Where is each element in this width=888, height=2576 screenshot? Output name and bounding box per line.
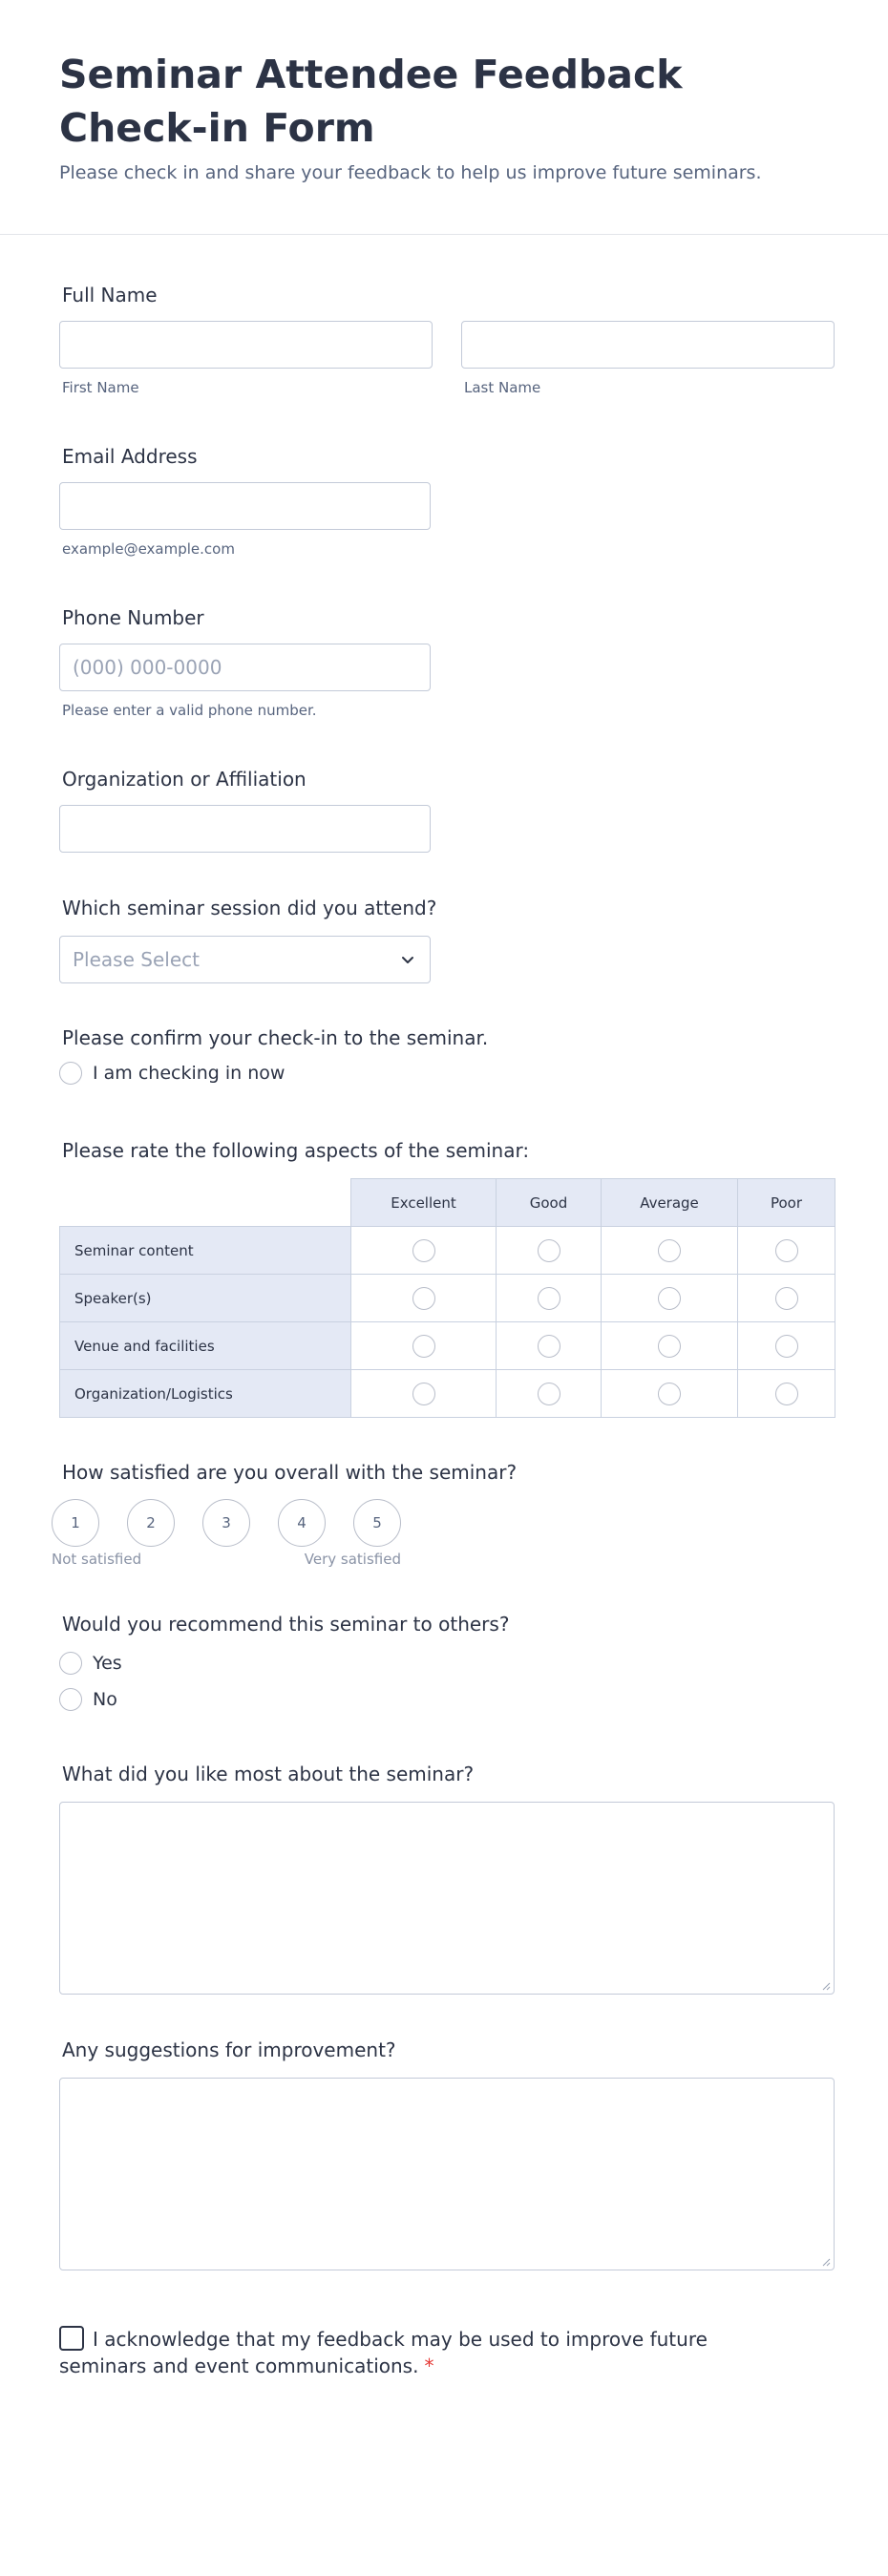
phone-label: Phone Number <box>62 606 204 629</box>
matrix-cell[interactable] <box>497 1275 602 1322</box>
matrix-radio[interactable] <box>538 1335 560 1358</box>
session-label: Which seminar session did you attend? <box>62 897 437 919</box>
table-row <box>60 1275 835 1322</box>
table-row <box>60 1227 835 1275</box>
checkin-field <box>59 1024 835 1091</box>
recommend-no-label: No <box>93 1689 117 1710</box>
phone-input[interactable]: (000) 000-0000 <box>59 644 431 691</box>
last-name-hint: Last Name <box>464 379 541 396</box>
form-subtitle: Please check in and share your feedback to help us improve future seminars. <box>59 162 762 183</box>
matrix-cell[interactable] <box>602 1370 738 1418</box>
matrix-cell[interactable] <box>738 1370 835 1418</box>
suggestions-field <box>59 2037 835 2270</box>
matrix-radio[interactable] <box>775 1287 798 1310</box>
liked-label: What did you like most about the seminar? <box>62 1763 475 1785</box>
recommend-no-radio[interactable] <box>59 1688 82 1711</box>
checkin-radio[interactable] <box>59 1062 82 1085</box>
satisfaction-field <box>52 1459 835 1568</box>
rating-matrix <box>59 1178 835 1418</box>
matrix-cell[interactable] <box>738 1322 835 1370</box>
matrix-cell[interactable] <box>497 1227 602 1275</box>
matrix-cell[interactable] <box>497 1322 602 1370</box>
acknowledge-text: I acknowledge that my feedback may be used to improve future seminars and event communications. <box>59 2328 708 2377</box>
matrix-radio[interactable] <box>775 1239 798 1262</box>
matrix-radio[interactable] <box>658 1287 681 1310</box>
email-field <box>59 443 835 560</box>
matrix-radio[interactable] <box>412 1287 435 1310</box>
organization-label: Organization or Affiliation <box>62 768 307 791</box>
chevron-down-icon <box>399 951 416 968</box>
satisfaction-scale-labels <box>52 1551 401 1568</box>
required-mark: * <box>424 2354 434 2377</box>
matrix-radio[interactable] <box>412 1239 435 1262</box>
checkin-option-label: I am checking in now <box>93 1063 285 1084</box>
full-name-field <box>59 282 835 398</box>
scale-button-2[interactable]: 2 <box>127 1499 175 1547</box>
matrix-corner <box>60 1179 351 1227</box>
scale-button-1[interactable]: 1 <box>52 1499 99 1547</box>
table-row <box>60 1322 835 1370</box>
matrix-radio[interactable] <box>658 1335 681 1358</box>
table-row <box>60 1370 835 1418</box>
phone-hint: Please enter a valid phone number. <box>62 702 317 719</box>
matrix-cell[interactable] <box>351 1227 497 1275</box>
matrix-cell[interactable] <box>602 1322 738 1370</box>
matrix-radio[interactable] <box>538 1239 560 1262</box>
acknowledge-field <box>59 2326 728 2379</box>
matrix-col-good: Good <box>497 1179 602 1227</box>
full-name-row <box>59 321 835 398</box>
rating-field <box>59 1137 835 1164</box>
satisfaction-label: How satisfied are you overall with the seminar? <box>62 1461 518 1484</box>
matrix-cell[interactable] <box>602 1227 738 1275</box>
last-name-col <box>461 321 835 398</box>
first-name-col <box>59 321 433 398</box>
first-name-input[interactable] <box>59 321 433 369</box>
matrix-col-average: Average <box>602 1179 738 1227</box>
organization-field <box>59 766 835 853</box>
matrix-header-row <box>60 1179 835 1227</box>
matrix-row-label: Seminar content <box>60 1227 351 1275</box>
recommend-label: Would you recommend this seminar to others? <box>62 1613 510 1636</box>
satisfaction-scale <box>52 1499 835 1547</box>
full-name-label: Full Name <box>62 284 158 306</box>
matrix-radio[interactable] <box>658 1239 681 1262</box>
matrix-cell[interactable] <box>351 1370 497 1418</box>
matrix-radio[interactable] <box>412 1335 435 1358</box>
scale-button-4[interactable]: 4 <box>278 1499 326 1547</box>
matrix-row-label: Speaker(s) <box>60 1275 351 1322</box>
matrix-radio[interactable] <box>775 1383 798 1405</box>
suggestions-label: Any suggestions for improvement? <box>62 2038 396 2061</box>
recommend-yes-label: Yes <box>93 1653 122 1674</box>
liked-field <box>59 1761 835 1995</box>
organization-input[interactable] <box>59 805 431 853</box>
matrix-cell[interactable] <box>351 1275 497 1322</box>
matrix-radio[interactable] <box>775 1335 798 1358</box>
matrix-row-label: Venue and facilities <box>60 1322 351 1370</box>
recommend-yes-radio[interactable] <box>59 1652 82 1675</box>
suggestions-textarea[interactable] <box>59 2078 835 2270</box>
acknowledge-checkbox[interactable] <box>59 2326 84 2351</box>
phone-field <box>59 604 835 721</box>
email-input[interactable] <box>59 482 431 530</box>
checkin-option[interactable] <box>59 1055 835 1091</box>
email-hint: example@example.com <box>62 540 235 558</box>
matrix-cell[interactable] <box>738 1275 835 1322</box>
matrix-cell[interactable] <box>351 1322 497 1370</box>
scale-low-label: Not satisfied <box>52 1551 142 1568</box>
matrix-row-label: Organization/Logistics <box>60 1370 351 1418</box>
resize-grip-icon[interactable] <box>821 1981 831 1991</box>
email-label: Email Address <box>62 445 198 468</box>
resize-grip-icon[interactable] <box>821 2257 831 2267</box>
form-title: Seminar Attendee Feedback Check-in Form <box>59 52 683 151</box>
matrix-col-excellent: Excellent <box>351 1179 497 1227</box>
matrix-radio[interactable] <box>412 1383 435 1405</box>
matrix-radio[interactable] <box>658 1383 681 1405</box>
recommend-field <box>59 1611 835 1718</box>
first-name-hint: First Name <box>62 379 139 396</box>
scale-button-5[interactable]: 5 <box>353 1499 401 1547</box>
matrix-cell[interactable] <box>497 1370 602 1418</box>
matrix-radio[interactable] <box>538 1383 560 1405</box>
session-select-value: Please Select <box>73 948 200 971</box>
last-name-input[interactable] <box>461 321 835 369</box>
session-field <box>59 895 835 983</box>
matrix-radio[interactable] <box>538 1287 560 1310</box>
rating-label: Please rate the following aspects of the seminar: <box>62 1139 530 1162</box>
matrix-cell[interactable] <box>602 1275 738 1322</box>
liked-textarea[interactable] <box>59 1802 835 1995</box>
matrix-cell[interactable] <box>738 1227 835 1275</box>
matrix-col-poor: Poor <box>738 1179 835 1227</box>
recommend-option-yes[interactable] <box>59 1645 835 1681</box>
scale-high-label: Very satisfied <box>304 1551 401 1568</box>
checkin-label: Please confirm your check-in to the seminar. <box>62 1026 489 1049</box>
scale-button-3[interactable]: 3 <box>202 1499 250 1547</box>
session-select[interactable] <box>59 936 431 983</box>
recommend-option-no[interactable] <box>59 1681 835 1718</box>
form-header <box>0 0 888 235</box>
